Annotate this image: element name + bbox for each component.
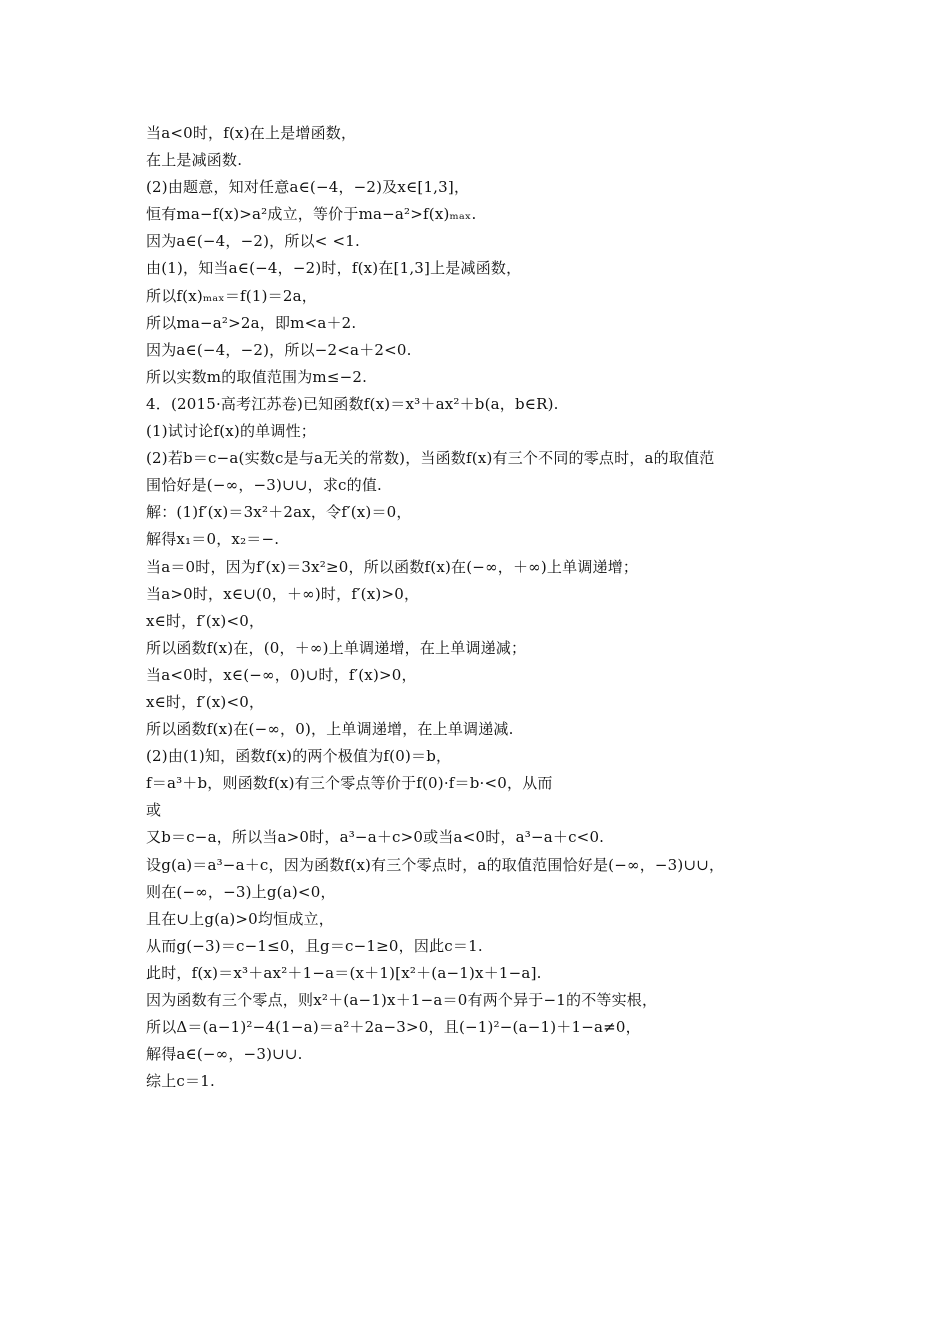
text-line: 从而g(−3)＝c−1≤0，且g＝c−1≥0，因此c＝1. [146,936,483,955]
text-line: 所以实数m的取值范围为m≤−2. [146,367,368,386]
text-line: 在上是减函数. [146,151,243,170]
text-line: 恒有ma−f(x)>a²成立，等价于ma−a²>f(x)ₘₐₓ. [146,205,477,224]
text-line: 所以函数f(x)在，(0，＋∞)上单调递增，在上单调递减； [146,638,527,657]
text-line: (1)试讨论f(x)的单调性； [146,422,316,441]
text-line: 解得a∈(−∞，−3)∪∪. [146,1045,303,1064]
text-line: 又b＝c−a，所以当a>0时，a³−a＋c>0或当a<0时，a³−a＋c<0. [146,828,605,847]
text-line: f＝a³＋b，则函数f(x)有三个零点等价于f(0)·f＝b·<0，从而 [146,774,553,793]
text-line: 且在∪上g(a)>0均恒成立， [146,909,334,928]
text-line: 所以f(x)ₘₐₓ＝f(1)＝2a， [146,286,317,305]
text-line: 解得x₁＝0，x₂＝−. [146,530,280,549]
text-line: (2)若b＝c−a(实数c是与a无关的常数)，当函数f(x)有三个不同的零点时，a的取值范 [146,449,715,468]
text-line: 所以ma−a²>2a，即m<a＋2. [146,313,357,332]
text-line: 解：(1)f′(x)＝3x²＋2ax，令f′(x)＝0， [146,503,412,522]
text-line: 或 [146,801,162,820]
text-line: 当a>0时，x∈∪(0，＋∞)时，f′(x)>0， [146,584,420,603]
text-line: 当a<0时，f(x)在上是增函数， [146,124,357,142]
text-line: 所以Δ＝(a−1)²−4(1−a)＝a²＋2a−3>0，且(−1)²−(a−1)＋1−a≠0， [146,1018,641,1037]
text-line: 设g(a)＝a³−a＋c，因为函数f(x)有三个零点时，a的取值范围恰好是(−∞，−3)∪∪， [146,855,725,874]
text-line: 所以函数f(x)在(−∞，0)，上单调递增，在上单调递减. [146,720,514,739]
problem-heading: 4．(2015·高考江苏卷)已知函数f(x)＝x³＋ax²＋b(a，b∈R). [146,394,559,413]
text-line: 当a＝0时，因为f′(x)＝3x²≥0，所以函数f(x)在(−∞，＋∞)上单调递增； [146,557,639,576]
solution-text [146,120,826,1095]
text-line: 因为函数有三个零点，则x²＋(a−1)x＋1−a＝0有两个异于−1的不等实根， [146,991,658,1009]
text-line: 当a<0时，x∈(−∞，0)∪时，f′(x)>0， [146,665,417,684]
text-line: 由(1)，知当a∈(−4，−2)时，f(x)在[1,3]上是减函数， [146,259,522,278]
text-line: 围恰好是(−∞，−3)∪∪，求c的值. [146,476,382,495]
text-line: 则在(−∞，−3)上g(a)<0， [146,882,336,901]
text-line: (2)由题意，知对任意a∈(−4，−2)及x∈[1,3]， [146,178,470,197]
text-line: 综上c＝1. [146,1072,215,1091]
text-line: x∈时，f′(x)<0， [146,611,265,630]
text-line: (2)由(1)知，函数f(x)的两个极值为f(0)＝b， [146,747,452,766]
text-line: 因为a∈(−4，−2)，所以< <1. [146,232,360,251]
text-line: 此时，f(x)＝x³＋ax²＋1−a＝(x＋1)[x²＋(a−1)x＋1−a]. [146,963,542,982]
text-line: 因为a∈(−4，−2)，所以−2<a＋2<0. [146,340,412,359]
text-line: x∈时，f′(x)<0， [146,692,265,711]
